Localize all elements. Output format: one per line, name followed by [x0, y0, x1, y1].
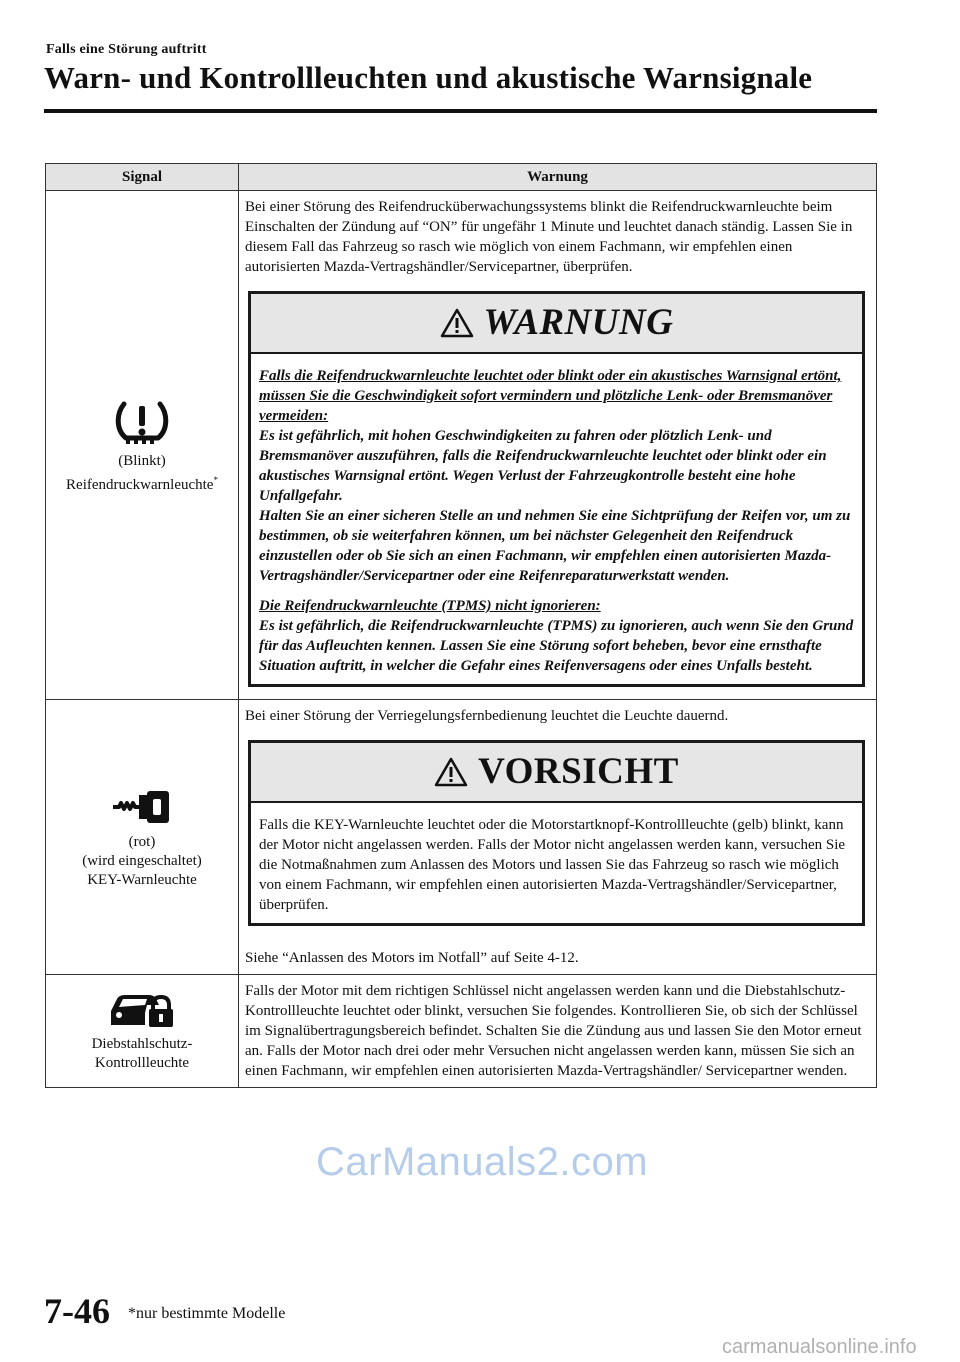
signal-cell-tpms — [46, 191, 239, 700]
signal-name: Kontrollleuchte — [94, 1055, 190, 1071]
table-row — [46, 191, 877, 700]
signal-name: Reifendruckwarnleuchte* — [66, 474, 218, 493]
warning-text: Bei einer Störung des Reifendrucküberwachungssystems blinkt die Reifendruckwarnleuchte beim Einschalten der Zündung auf “ON” für ungefähr 1 Minute und leuchtet danach ständig. Lassen Sie in diesem Fall das Fahrzeug so rasch wie möglich von einem Fachmann, wir empfehlen einen autorisierten Mazda-Vertragshändler/Servicepartner, überprüfen. — [245, 199, 853, 275]
caution-paragraph: Falls die KEY-Warnleuchte leuchtet oder die Motorstartknopf-Kontrollleuchte (gelb) blinkt, kann der Motor nicht angelassen werden. Falls der Motor nicht angelassen werden kann, versuchen Sie die Notmaßnahmen zum Anlassen des Motors und lassen Sie das Fahrzeug so rasch wie möglich von einem Fachmann, wir empfehlen einen autorisierten Mazda-Vertragshändler/Servicepartner, überprüfen. — [259, 817, 846, 913]
signal-name: Diebstahlschutz- — [91, 1036, 193, 1052]
table-header-row — [46, 164, 877, 191]
tire-pressure-warning-icon — [114, 396, 170, 446]
warning-text: Falls der Motor mit dem richtigen Schlüssel nicht angelassen werden kann und die Diebstahlschutz-Kontrollleuchte leuchtet oder blinkt, versuchen Sie folgendes. Kontrollieren Sie, ob sich der Schlüssel im Signalübertragungsbereich befindet. Schalten Sie die Zündung aus und lassen Sie den Motor erneut an. Falls der Motor nach drei oder mehr Versuchen nicht angelassen werden kann, müssen Sie sich an einen Fachmann, wir empfehlen einen autorisierten Mazda-Vertragshändler/ Servicepartner wenden. — [245, 983, 862, 1079]
warning-paragraph: Es ist gefährlich, die Reifendruckwarnleuchte (TPMS) zu ignorieren, auch wenn Sie den Grund für das Aufleuchten kennen. Lassen Sie eine Störung sofort beheben, bevor eine ernsthafte Situation auftritt, in welcher die Gefahr eines Reifenversagens oder eines Unfalls besteht. — [259, 618, 854, 674]
reference-text: Siehe “Anlassen des Motors im Notfall” auf Seite 4-12. — [245, 950, 579, 966]
signal-name: KEY-Warnleuchte — [87, 871, 197, 888]
warning-triangle-icon — [440, 308, 474, 338]
signal-state: (wird eingeschaltet) — [82, 852, 202, 869]
warning-cell-tpms — [239, 191, 877, 700]
column-header-warning: Warnung — [239, 164, 877, 191]
caution-box-body — [251, 803, 862, 923]
title-divider — [44, 109, 877, 113]
warning-box — [248, 291, 865, 687]
warning-box-title: WARNUNG — [483, 302, 674, 343]
warning-paragraph: Halten Sie an einer sicheren Stelle an und nehmen Sie eine Sichtprüfung der Reifen vor, um zu bestimmen, ob sie weiterfahren können, um bei nächster Gelegenheit den Reifendruck einzustellen oder ob Sie sich an einen Fachmann, wir empfehlen einen autorisierten Mazda-Vertragshändler/Servicepartner oder eine Reifenreparaturwerkstatt wenden. — [259, 508, 851, 584]
warning-paragraph: Es ist gefährlich, mit hohen Geschwindigkeiten zu fahren oder plötzlich Lenk- und Bremsmanöver auszuführen, falls die Reifendruckwarnleuchte leuchtet oder blinkt oder ein akustisches Warnsignal ertönt. Wegen Verlust der Fahrzeugkontrolle besteht eine hohe Unfallgefahr. — [259, 428, 827, 504]
section-label: Falls eine Störung auftritt — [46, 42, 207, 57]
column-header-signal: Signal — [46, 164, 239, 191]
signal-color: (rot) — [128, 833, 156, 850]
warning-subheading: Falls die Reifendruckwarnleuchte leuchtet oder blinkt oder ein akustisches Warnsignal ertönt, müssen Sie die Geschwindigkeit sofort vermindern und plötzliche Lenk- oder Bremsmanöver vermeiden: — [259, 368, 842, 424]
key-warning-icon — [111, 785, 173, 827]
signal-cell-immobilizer — [46, 975, 239, 1088]
watermark-corner: carmanualsonline.info — [722, 1336, 917, 1358]
warning-triangle-icon — [434, 757, 468, 787]
warning-box-body — [251, 354, 862, 684]
caution-box-title: VORSICHT — [478, 751, 679, 792]
table-row — [46, 700, 877, 975]
signal-cell-key — [46, 700, 239, 975]
page-number: 7-46 — [44, 1291, 110, 1331]
footnote: *nur bestimmte Modelle — [128, 1305, 286, 1322]
warning-text: Bei einer Störung der Verriegelungsfernbedienung leuchtet die Leuchte dauernd. — [245, 708, 729, 724]
signal-state: (Blinkt) — [118, 452, 166, 469]
warning-box-header — [251, 294, 862, 354]
car-lock-immobilizer-icon — [109, 989, 175, 1029]
watermark-center: CarManuals2.com — [316, 1140, 649, 1184]
table-row — [46, 975, 877, 1088]
page-title: Warn- und Kontrollleuchten und akustische Warnsignale — [44, 60, 813, 95]
warning-lights-table — [45, 163, 877, 1088]
caution-box — [248, 740, 865, 926]
warning-subheading: Die Reifendruckwarnleuchte (TPMS) nicht ignorieren: — [259, 598, 601, 614]
warning-cell-immobilizer — [239, 975, 877, 1088]
caution-box-header — [251, 743, 862, 803]
warning-cell-key — [239, 700, 877, 975]
